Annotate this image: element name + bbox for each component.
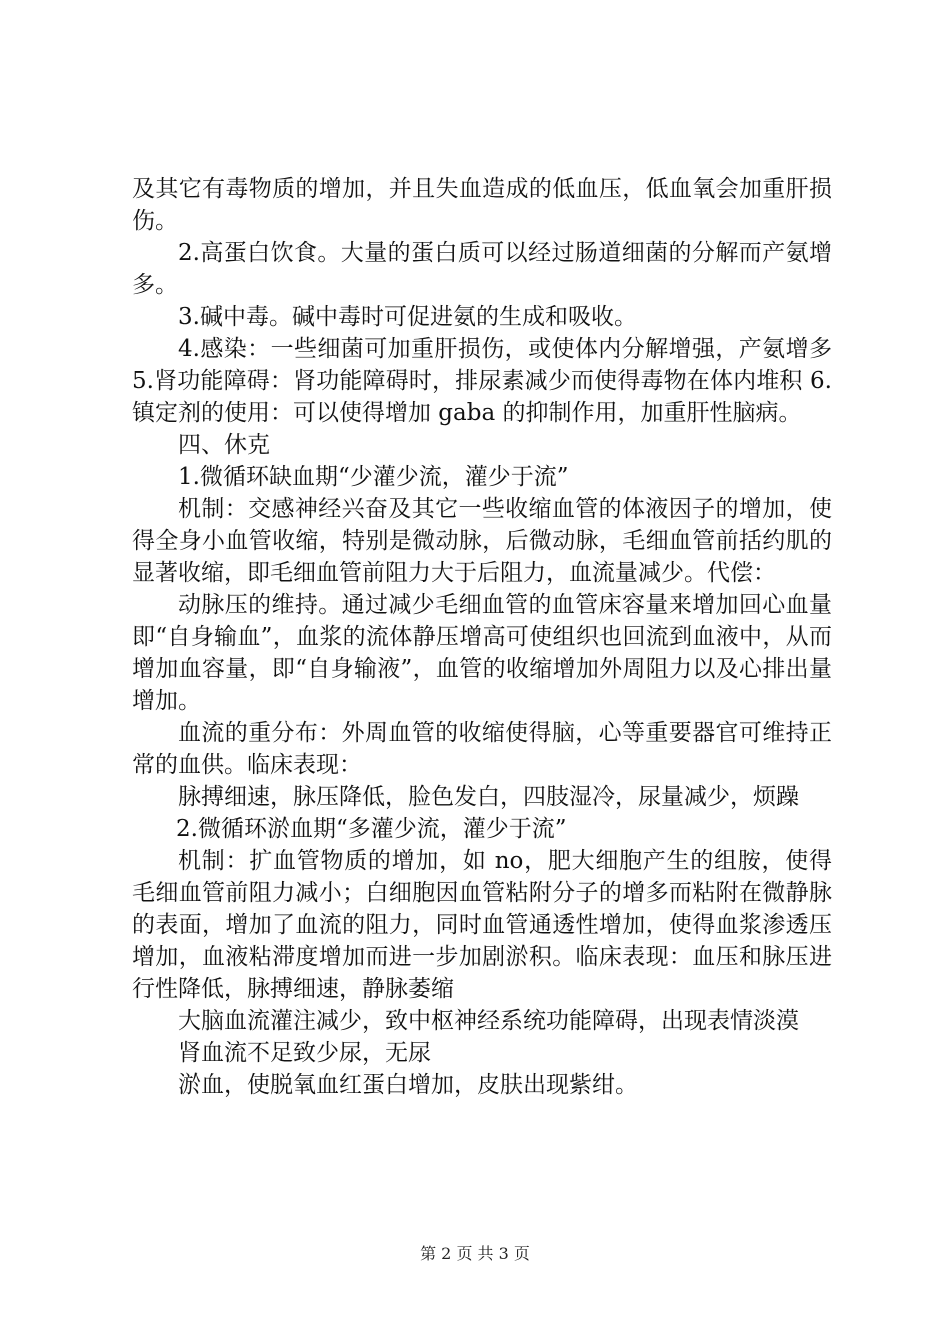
paragraph-4: 4.感染：一些细菌可加重肝损伤，或使体内分解增强，产氨增多 5.肾功能障碍：肾功能障碍时，排尿素减少而使得毒物在体内堆积 6.镇定剂的使用：可以使得增加 gaba 的抑制作用，加重肝性脑病。: [132, 336, 840, 426]
section-heading-shock: 四、休克: [178, 432, 270, 458]
paragraph-3: 3.碱中毒。碱中毒时可促进氨的生成和吸收。: [178, 304, 637, 330]
paragraph-mechanism-2: 机制：扩血管物质的增加，如 no，肥大细胞产生的组胺，使得毛细血管前阻力减小；白细胞因血管粘附分子的增多而粘附在微静脉的表面，增加了血流的阻力，同时血管通透性增加，使得血浆渗透压增加，血液粘滞度增加而进一步加剧淤积。临床表现：血压和脉压进行性降低，脉搏细速，静脉萎缩: [132, 848, 832, 1002]
subheading-ischemia-stage: 1.微循环缺血期“少灌少流，灌少于流”: [178, 464, 569, 490]
document-body: [132, 173, 840, 1101]
paragraph-kidney: 肾血流不足致少尿，无尿: [178, 1040, 431, 1066]
paragraph-1: 及其它有毒物质的增加，并且失血造成的低血压，低血氧会加重肝损伤。: [132, 176, 832, 234]
page-footer: [0, 1244, 950, 1264]
paragraph-mechanism-1: 机制：交感神经兴奋及其它一些收缩血管的体液因子的增加，使得全身小血管收缩，特别是微动脉，后微动脉，毛细血管前括约肌的显著收缩，即毛细血管前阻力大于后阻力，血流量减少。代偿：: [132, 496, 832, 586]
paragraph-brain: 大脑血流灌注减少，致中枢神经系统功能障碍，出现表情淡漠: [178, 1008, 799, 1034]
page-number: 第 2 页 共 3 页: [420, 1244, 530, 1263]
paragraph-cyanosis: 淤血，使脱氧血红蛋白增加，皮肤出现紫绀。: [178, 1072, 638, 1098]
paragraph-2: 2.高蛋白饮食。大量的蛋白质可以经过肠道细菌的分解而产氨增多。: [132, 240, 832, 298]
subheading-congestion-stage: 2.微循环淤血期“多灌少流，灌少于流”: [176, 816, 567, 842]
paragraph-redistribution: 血流的重分布：外周血管的收缩使得脑，心等重要器官可维持正常的血供。临床表现：: [132, 720, 832, 778]
paragraph-symptoms-1: 脉搏细速，脉压降低，脸色发白，四肢湿冷，尿量减少，烦躁: [178, 784, 799, 810]
paragraph-arterial-pressure: 动脉压的维持。通过减少毛细血管的血管床容量来增加回心血量即“自身输血”，血浆的流体静压增高可使组织也回流到血液中，从而增加血容量，即“自身输液”，血管的收缩增加外周阻力以及心排出量增加。: [132, 592, 832, 714]
